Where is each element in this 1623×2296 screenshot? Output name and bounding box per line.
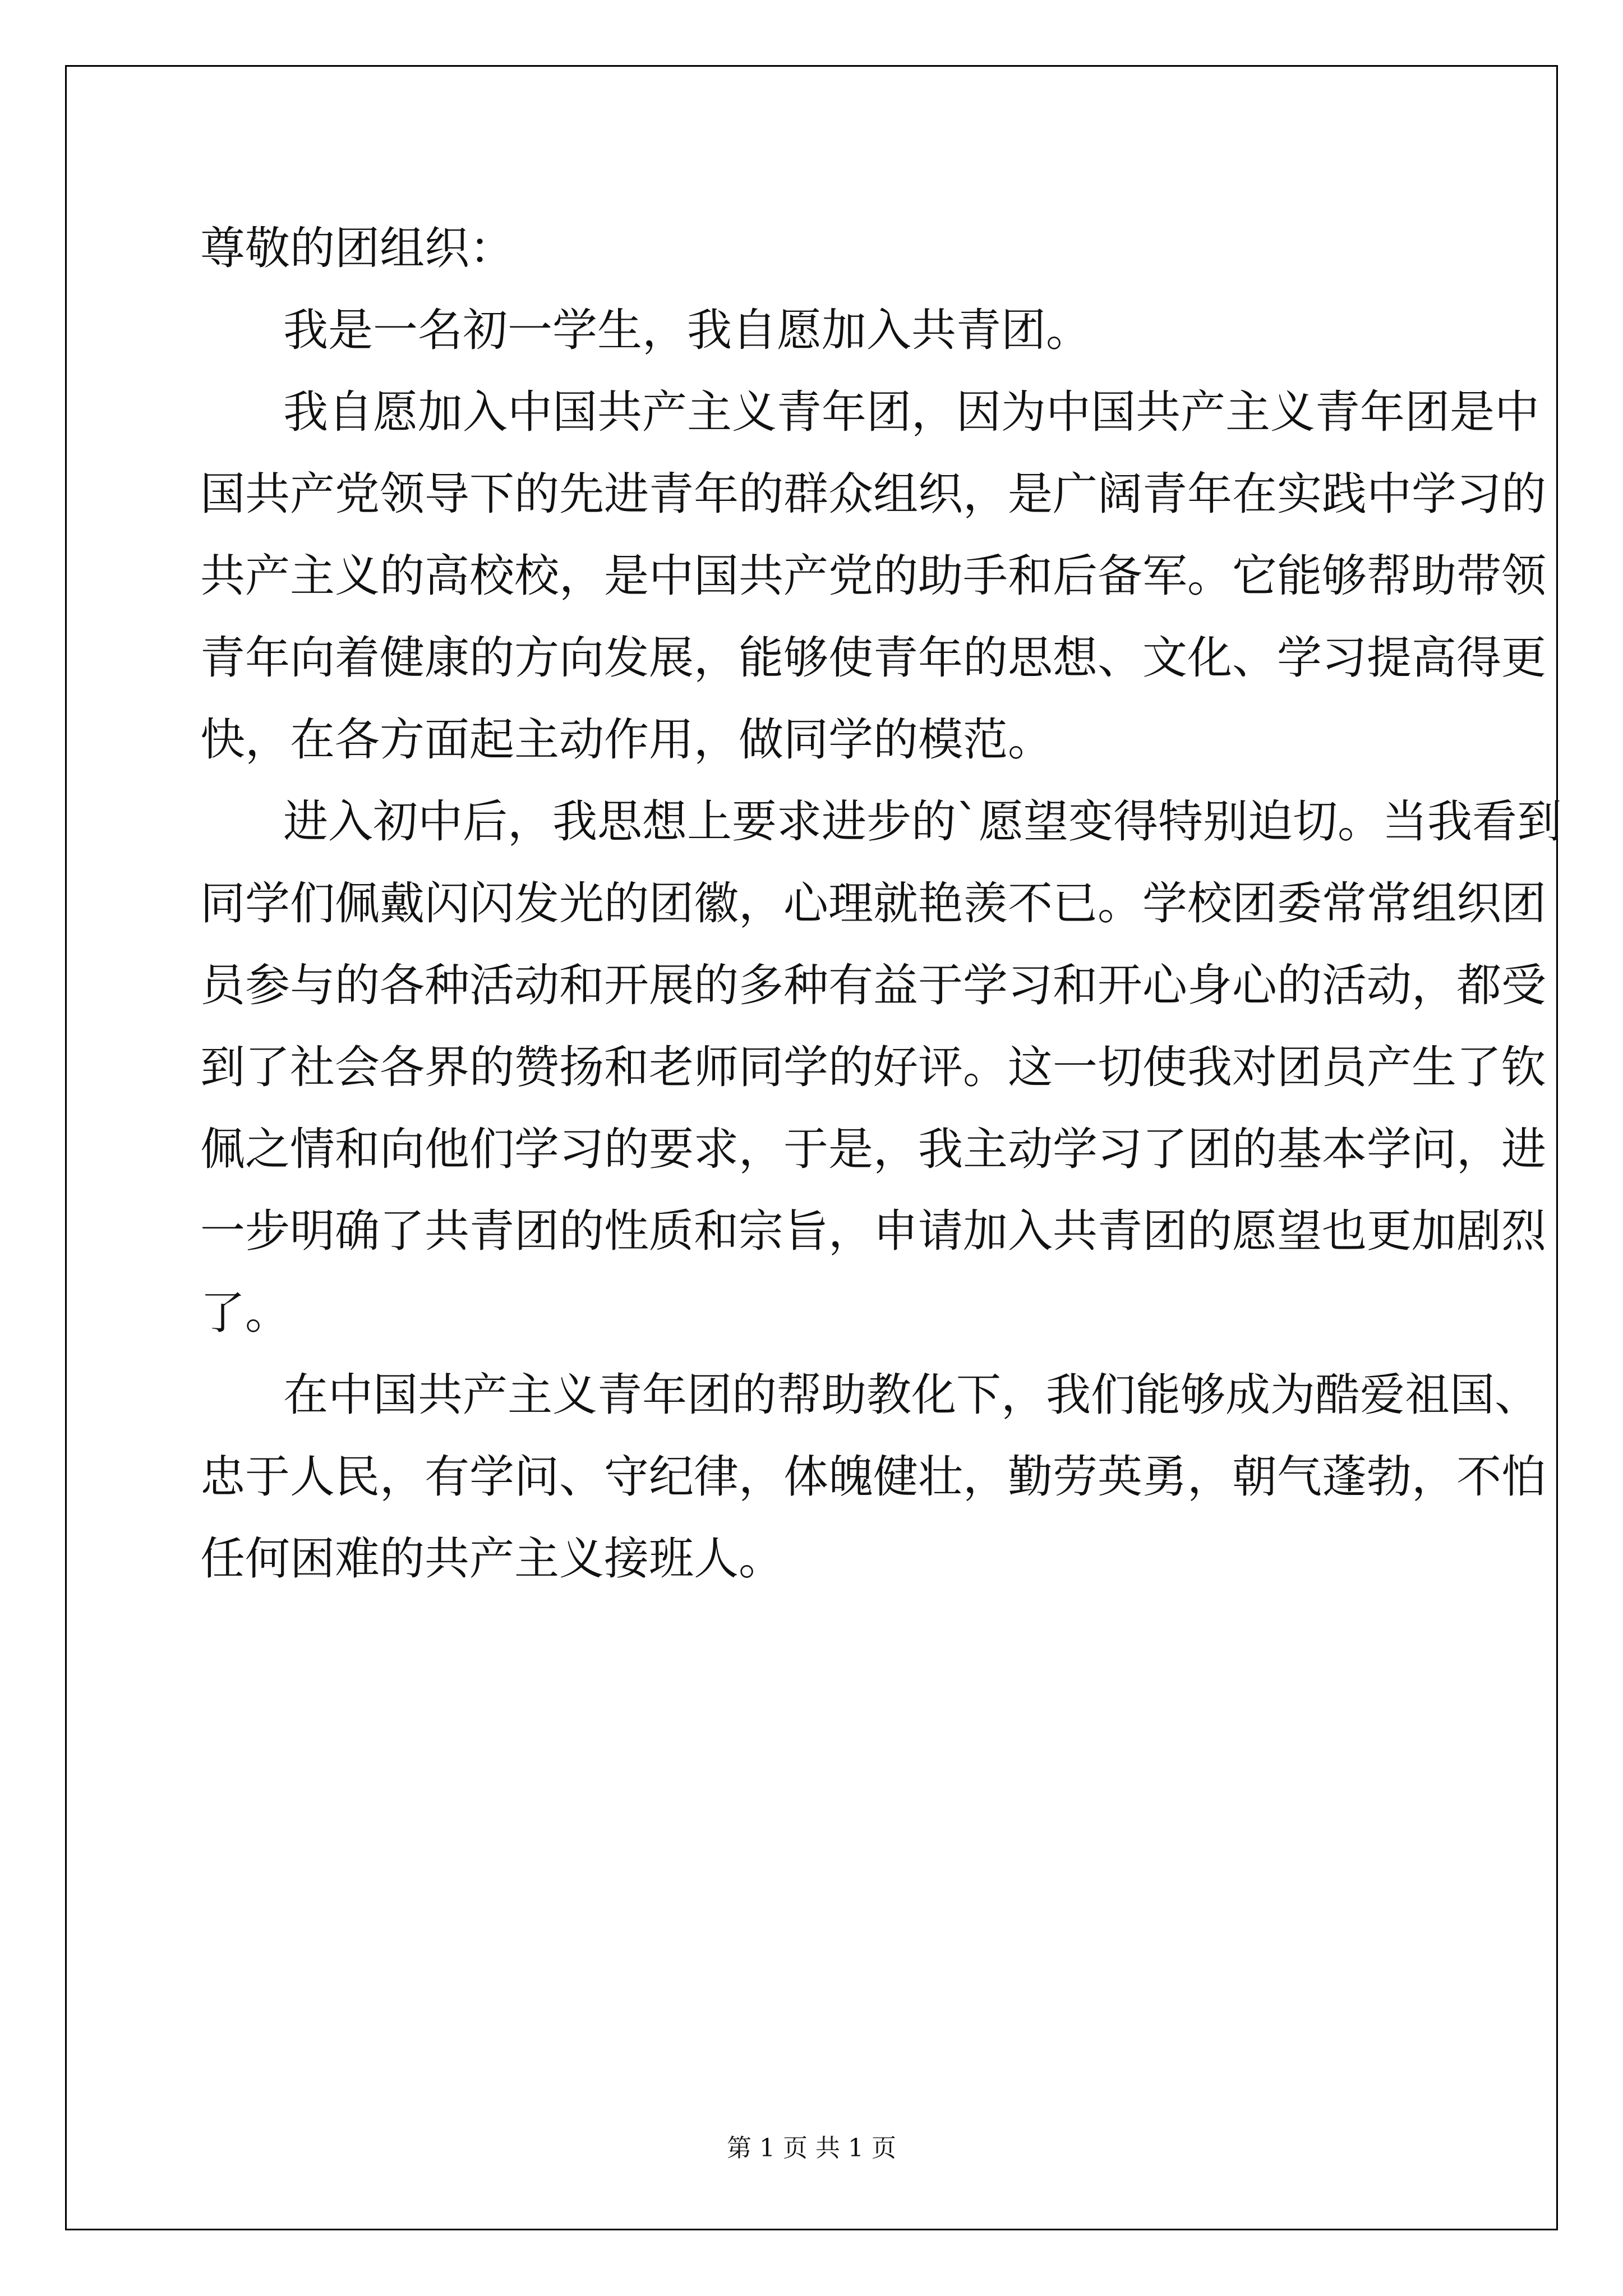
salutation: 尊敬的团组织： [200,222,514,274]
paragraph-3-line: 同学们佩戴闪闪发光的团徽，心理就艳羡不已。学校团委常常组织团 [200,877,1546,930]
paragraph-4-line: 任何困难的共产主义接班人。 [200,1533,783,1585]
paragraph-3-line: 佩之情和向他们学习的要求，于是，我主动学习了团的基本学问，进 [200,1123,1546,1175]
paragraph-1-line: 我是一名初一学生，我自愿加入共青团。 [283,304,1091,356]
paragraph-4-line: 忠于人民，有学问、守纪律，体魄健壮，勤劳英勇，朝气蓬勃，不怕 [200,1451,1546,1503]
paragraph-3-line: 了。 [200,1287,290,1339]
paragraph-4-line: 在中国共产主义青年团的帮助教化下，我们能够成为酷爱祖国、 [283,1369,1539,1421]
paragraph-3-line: 到了社会各界的赞扬和老师同学的好评。这一切使我对团员产生了钦 [200,1041,1546,1093]
page-footer: 第 1 页 共 1 页 [727,2134,896,2162]
paragraph-3-line: 一步明确了共青团的性质和宗旨，申请加入共青团的愿望也更加剧烈 [200,1205,1546,1257]
paragraph-2-line: 快，在各方面起主动作用，做同学的模范。 [200,714,1053,766]
letter-body [200,208,1562,1600]
paragraph-3-line: 员参与的各种活动和开展的多种有益于学习和开心身心的活动，都受 [200,959,1546,1011]
paragraph-3-line: 进入初中后，我思想上要求进步的`愿望变得特别迫切。当我看到 [283,795,1562,848]
paragraph-2-line: 国共产党领导下的先进青年的群众组织，是广阔青年在实践中学习的 [200,468,1546,520]
paragraph-2-line: 我自愿加入中国共产主义青年团，因为中国共产主义青年团是中 [283,386,1539,438]
paragraph-2-line: 青年向着健康的方向发展，能够使青年的思想、文化、学习提高得更 [200,632,1546,684]
paragraph-2-line: 共产主义的高校校，是中国共产党的助手和后备军。它能够帮助带领 [200,550,1546,602]
